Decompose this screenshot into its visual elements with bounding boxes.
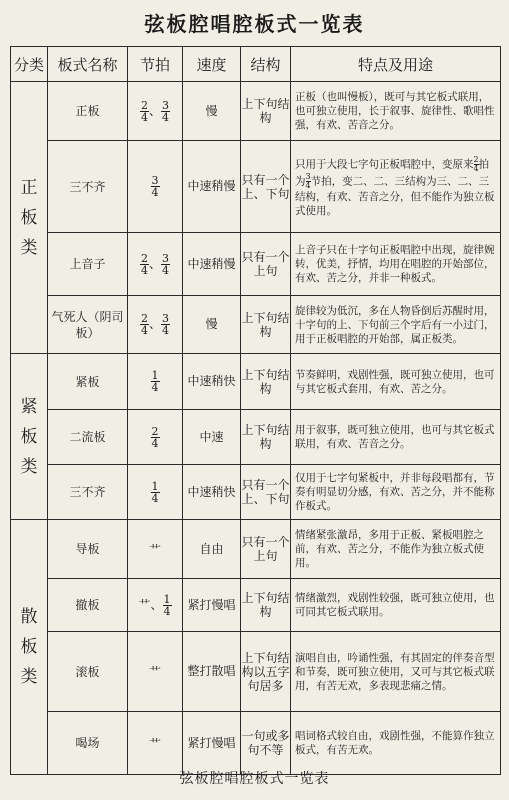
fraction [140, 253, 149, 276]
document-title: 弦板腔唱腔板式一览表 [144, 12, 365, 36]
text-segment: 艹 [148, 542, 161, 557]
beat-cell [128, 579, 183, 632]
speed-cell: 中速稍慢 [183, 233, 241, 296]
style-name: 正板 [48, 82, 128, 141]
fraction-denominator: 4 [162, 263, 169, 277]
structure-cell: 一句或多句不等 [241, 712, 291, 775]
table-row [11, 410, 501, 465]
style-name: 上音子 [48, 233, 128, 296]
header-name: 板式名称 [48, 47, 128, 82]
structure-cell: 上下句结构 [241, 579, 291, 632]
features-cell [291, 712, 501, 775]
style-name: 二流板 [48, 410, 128, 465]
structure-cell: 上下句结构 [241, 296, 291, 354]
category-char: 类 [20, 237, 38, 258]
structure-cell: 上下句结构 [241, 354, 291, 410]
fraction-denominator: 4 [151, 491, 159, 505]
features-cell [291, 520, 501, 579]
category-cell [11, 354, 48, 520]
beat-cell [128, 354, 183, 410]
style-name: 喝场 [48, 712, 128, 775]
table-row [11, 82, 501, 141]
features-cell [291, 296, 501, 354]
text-segment: 节拍，变二、二、三结构为三、二、三结构，有欢、苦音之分，但不能作为独立板式使用。 [295, 175, 495, 217]
features-cell [291, 233, 501, 296]
text-segment: 正板（也叫慢板），既可与其它板式联用，也可独立使用，长于叙事、旋律性、歌唱性强，有欢、苦音之分。 [295, 91, 495, 131]
table-row [11, 632, 501, 712]
table-row [11, 579, 501, 632]
beat-cell [128, 465, 183, 520]
speed-cell: 紧打慢唱 [183, 579, 241, 632]
style-name: 导板 [48, 520, 128, 579]
features-cell [291, 579, 501, 632]
header-features: 特点及用途 [291, 47, 501, 82]
table-row [11, 233, 501, 296]
style-name: 滚板 [48, 632, 128, 712]
structure-cell: 上下句结构 [241, 82, 291, 141]
text-segment: 、 [148, 256, 161, 271]
beat-cell [128, 233, 183, 296]
fraction-numerator: 3 [305, 171, 311, 181]
text-segment: 、 [148, 317, 161, 331]
category-char: 板 [20, 637, 38, 657]
category-char: 类 [20, 456, 38, 477]
fraction-denominator: 4 [473, 163, 479, 173]
fraction [140, 313, 149, 336]
fraction-numerator: 3 [162, 98, 169, 112]
features-cell [291, 141, 501, 233]
fraction-denominator: 4 [151, 381, 159, 394]
fraction-denominator: 4 [305, 180, 311, 190]
text-segment: 只用于大段七字句正板唱腔中，变原来 [295, 158, 474, 170]
text-segment: 用于叙事，既可独立使用，也可与其它板式联用，有欢、苦音之分。 [295, 424, 495, 450]
features-cell [291, 410, 501, 465]
fraction [151, 175, 160, 198]
fraction-denominator: 4 [151, 436, 159, 450]
fraction [161, 100, 170, 123]
speed-cell: 紧打慢唱 [183, 712, 241, 775]
structure-cell: 只有一个上句 [241, 520, 291, 579]
text-segment: 节奏鲜明，戏剧性强，既可独立使用，也可与其它板式套用，有欢、苦之分。 [295, 368, 495, 395]
header-beat: 节拍 [128, 47, 183, 82]
table-row [11, 712, 501, 775]
fraction-numerator: 3 [162, 251, 169, 265]
header-structure: 结构 [241, 47, 291, 82]
header-row [11, 47, 501, 82]
header-category: 分类 [11, 47, 48, 82]
beat-cell [128, 82, 183, 141]
fraction-denominator: 4 [162, 110, 169, 124]
speed-cell: 中速稍慢 [183, 141, 241, 233]
text-segment: 演唱自由，吟诵性强，有其固定的伴奏音型和节奏，既可独立使用，又可与其它板式联用，有苦无欢，多表现悲痛之情。 [295, 651, 495, 692]
figure-caption: 弦板腔唱腔板式一览表 [179, 771, 330, 787]
features-cell [291, 354, 501, 410]
fraction-numerator: 2 [140, 98, 148, 112]
features-cell [291, 465, 501, 520]
structure-cell: 只有一个上句 [241, 233, 291, 296]
fraction-numerator: 3 [162, 312, 169, 325]
fraction-denominator: 4 [140, 263, 148, 277]
speed-cell: 慢 [183, 296, 241, 354]
category-char: 类 [20, 667, 38, 687]
fraction [161, 253, 170, 276]
style-name: 三不齐 [48, 141, 128, 233]
text-segment: 上音子只在十字句正板唱腔中出现，旋律婉转，优美，抒情，均用在唱腔的开始部位，有欢、苦之分，并非一种板式。 [295, 244, 495, 284]
style-name: 三不齐 [48, 465, 128, 520]
text-segment: 艹 [148, 665, 161, 679]
text-segment: 、 [148, 103, 161, 118]
style-name: 紧板 [48, 354, 128, 410]
text-segment: 唱词格式较自由，戏剧性强，不能算作独立板式，有苦无欢。 [295, 730, 495, 756]
beat-cell [128, 296, 183, 354]
beat-cell [128, 141, 183, 233]
header-speed: 速度 [183, 47, 241, 82]
fraction-numerator: 3 [151, 174, 159, 187]
fraction-numerator: 2 [151, 424, 159, 438]
fraction-numerator: 1 [163, 592, 171, 606]
speed-cell: 中速稍快 [183, 354, 241, 410]
category-char: 正 [20, 177, 38, 198]
style-name: 气死人（阴司板） [48, 296, 128, 354]
fraction-denominator: 4 [151, 186, 159, 199]
fraction-numerator: 2 [473, 154, 479, 164]
fraction-numerator: 2 [140, 251, 148, 265]
text-segment: 艹、 [138, 597, 163, 612]
board-style-table [10, 46, 501, 775]
fraction-denominator: 4 [163, 604, 171, 618]
beat-cell [128, 410, 183, 465]
fraction [151, 370, 160, 393]
speed-cell: 整打散唱 [183, 632, 241, 712]
fraction-numerator: 1 [151, 479, 159, 493]
features-cell [291, 82, 501, 141]
category-char: 紧 [20, 396, 38, 417]
speed-cell: 中速稍快 [183, 465, 241, 520]
structure-cell: 上下句结构以五字句居多 [241, 632, 291, 712]
structure-cell: 只有一个上、下句 [241, 141, 291, 233]
fraction [140, 100, 149, 123]
structure-cell: 上下句结构 [241, 410, 291, 465]
beat-cell [128, 712, 183, 775]
style-name: 撤板 [48, 579, 128, 632]
fraction-numerator: 1 [151, 369, 159, 382]
text-segment: 情绪紧张激昂，多用于正板、紧板唱腔之前，有欢、苦之分，不能作为独立板式使用。 [295, 529, 484, 569]
fraction-denominator: 4 [162, 324, 169, 337]
features-cell [291, 632, 501, 712]
beat-cell [128, 520, 183, 579]
fraction [151, 426, 160, 449]
text-segment: 艹 [148, 736, 161, 751]
speed-cell: 中速 [183, 410, 241, 465]
category-cell [11, 520, 48, 775]
fraction [163, 594, 172, 617]
fraction [161, 313, 170, 336]
speed-cell: 慢 [183, 82, 241, 141]
beat-cell [128, 632, 183, 712]
category-char: 散 [20, 607, 38, 627]
table-row [11, 354, 501, 410]
fraction-numerator: 2 [140, 312, 148, 325]
table-row [11, 296, 501, 354]
fraction-denominator: 4 [140, 324, 148, 337]
category-cell [11, 82, 48, 354]
speed-cell: 自由 [183, 520, 241, 579]
text-segment: 旋律较为低沉，多在人物昏倒后苏醒时用，十字句的上、下句前三个字后有一小过门，用于正板唱腔的开始部，属正板类。 [295, 304, 495, 345]
text-segment: 拍为 [295, 158, 490, 187]
table-row [11, 520, 501, 579]
text-segment: 仅用于七字句紧板中，并非每段唱都有，节奏有明显切分感，有欢、苦之分，并不能称作板式。 [295, 472, 495, 512]
text-segment: 情绪激烈，戏剧性较强，既可独立使用，也可同其它板式联用。 [295, 592, 495, 618]
structure-cell: 只有一个上、下句 [241, 465, 291, 520]
category-char: 板 [20, 207, 38, 228]
fraction-denominator: 4 [140, 110, 148, 124]
category-char: 板 [20, 426, 38, 447]
table-row [11, 141, 501, 233]
table-row [11, 465, 501, 520]
fraction [151, 481, 160, 504]
